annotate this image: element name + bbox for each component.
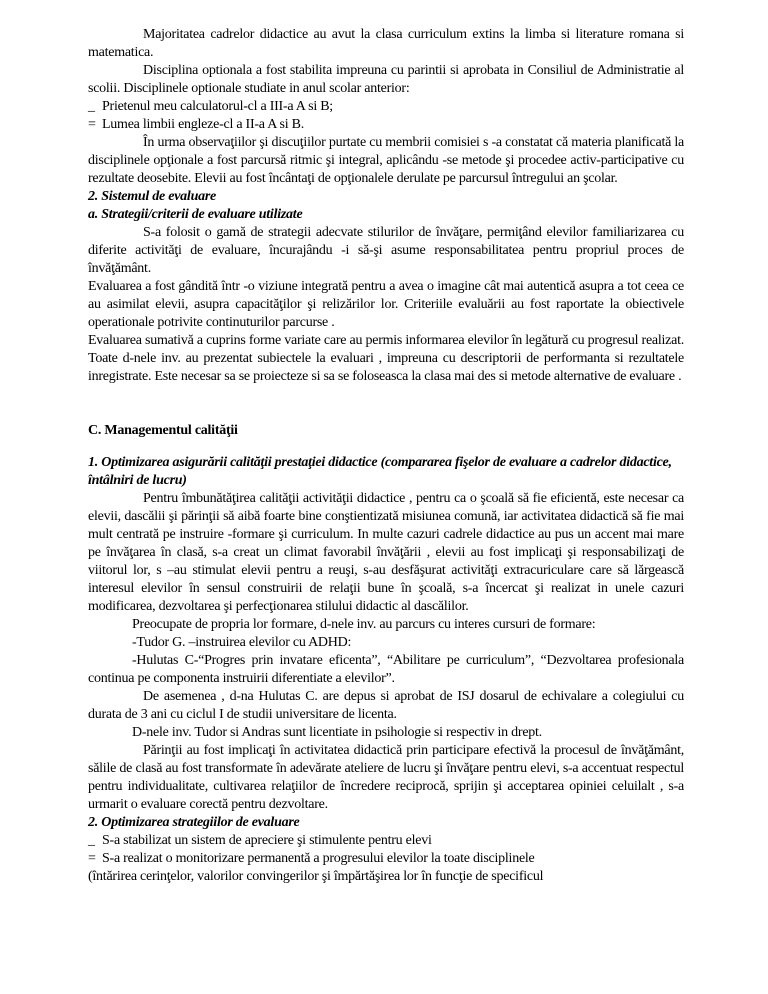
line-dnele-licentiate: D-nele inv. Tudor si Andras sunt licentiate in psihologie si respectiv in drept. <box>132 725 542 740</box>
bullet-marker: _ <box>88 833 95 848</box>
list-item-prietenul <box>88 98 684 116</box>
paragraph-evaluarea-sumativa: Evaluarea sumativă a cuprins forme variate care au permis informarea elevilor în legătură cu progresul realizat. Toate d-nele inv. au prezentat subiectele la evaluari , impreuna cu descriptorii de performanta si rezultatele inregistrate. Este necesar sa se proiecteze si sa se foloseasca la clasa mai des si metode alternative de evaluare . <box>88 333 684 384</box>
paragraph-parintii-implicati: Părinţii au fost implicaţi în activitatea didactică prin participare efectivă la procesul de învăţământ, sălile de clasă au fost transformate în adevărate ateliere de lucru şi învăţare pentru elevi, s-a accentuat respectul pentru individualitate, cultivarea relaţiilor de încredere reciprocă, sprijin şi acceptarea opiniei celuilalt , s-a urmarit o evaluare corectă pentru dezvoltare. <box>88 743 684 812</box>
paragraph-in-urma-observatiilor: În urma observaţiilor şi discuţiilor purtate cu membrii comisiei s -a constatat că materia planificată la disciplinele opţionale a fost parcursă ritmic şi integral, aplicându -se metode şi procedee activ-participative cu rezultate deosebite. Elevii au fost încântaţi de opţionalele derulate pe parcursul întregului an şcolar. <box>88 135 684 186</box>
heading-optimizarea-strategiilor: 2. Optimizarea strategiilor de evaluare <box>88 815 300 830</box>
paragraph-disciplina-optionala: Disciplina optionala a fost stabilita impreuna cu parintii si aprobata in Consiliul de Administratie al scolii. Disciplinele optionale studiate in anul scolar anterior: <box>88 63 684 96</box>
paragraph-majoritatea: Majoritatea cadrelor didactice au avut la clasa curriculum extins la limba si literature romana si matematica. <box>88 27 684 60</box>
list-item-text: Lumea limbii engleze-cl a II-a A si B. <box>102 117 304 132</box>
bullet-marker: _ <box>88 99 95 114</box>
list-item-text: S-a stabilizat un sistem de apreciere şi stimulente pentru elevi <box>102 833 432 848</box>
line-tudor-adhd: -Tudor G. –instruirea elevilor cu ADHD: <box>132 635 352 650</box>
heading-strategii-criterii: a. Strategii/criterii de evaluare utilizate <box>88 207 303 222</box>
bullet-marker: = <box>88 117 96 132</box>
list-item-sistem-apreciere <box>88 832 684 850</box>
paragraph-de-asemenea: De asemenea , d-na Hulutas C. are depus si aprobat de ISJ dosarul de echivalare a colegiului cu durata de 3 ani cu ciclul I de studii universitare de licenta. <box>88 689 684 722</box>
paragraph-preocupate: Preocupate de propria lor formare, d-nele inv. au parcurs cu interes cursuri de formare: <box>132 617 596 632</box>
paragraph-evaluarea-gandita: Evaluarea a fost gândită într -o viziune integrată pentru a avea o imagine cât mai autentică asupra a tot ceea ce au asimilat elevii, asupra capacităţilor şi relizărilor lor. Criteriile evaluării au fost raportate la obiectivele operationale potrivite continuturilor parcurse . <box>88 279 684 330</box>
bullet-marker: = <box>88 851 96 866</box>
paragraph-pentru-imbunatatirea: Pentru îmbunătăţirea calităţii activităţii didactice , pentru ca o şcoală să fie eficientă, este necesar ca elevii, dascălii şi părinţii să aibă foarte bine conştientizată misiunea comună, iar activitatea didactică să fie mai mult centrată pe instruire -formare şi curriculum. In multe cazuri cadrele didactice au pus un accent mai mare pe învăţarea în clasă, s-a creat un climat favorabil învăţării , elevii au fost implicaţi şi responsabilizaţi de viitorul lor, s –au stimulat elevii pentru a reuşi, s-au desfăşurat activităţi extracuriculare care să lărgească interesul elevilor în sensul construirii de relaţii bune în şcoală, s-a încercat şi realizat in unele cazuri modificarea, dezvoltarea şi perfecţionarea stilului didactic al dascălilor. <box>88 491 684 614</box>
paragraph-hulutas-cursuri: -Hulutas C-“Progres prin invatare eficenta”, “Abilitare pe curriculum”, “Dezvoltarea profesionala continua pe componenta instruirii diferentiate a elevilor”. <box>88 653 684 686</box>
heading-managementul-calitatii: C. Managementul calităţii <box>88 423 238 438</box>
list-item-text: Prietenul meu calculatorul-cl a III-a A si B; <box>102 99 333 114</box>
list-item-lumea-limbii <box>88 116 684 134</box>
heading-sistemul-de-evaluare: 2. Sistemul de evaluare <box>88 189 217 204</box>
paragraph-sa-folosit: S-a folosit o gamă de strategii adecvate stilurilor de învăţare, permiţând elevilor familiarizarea cu diferite activităţi de evaluare, încurajându -i să-şi asume responsabilitatea pentru propriul proces de învăţământ. <box>88 225 684 276</box>
list-item-monitorizare <box>88 850 684 868</box>
list-item-text: S-a realizat o monitorizare permanentă a progresului elevilor la toate disciplinele <box>102 851 535 866</box>
heading-optimizarea-asigurarii: 1. Optimizarea asigurării calităţii prestaţiei didactice (compararea fişelor de evaluare a cadrelor didactice, întâlniri de lucru) <box>88 455 672 488</box>
line-intarirea-cerintelor: (întărirea cerinţelor, valorilor convingerilor şi împărtăşirea lor în funcţie de specificul <box>88 869 544 884</box>
